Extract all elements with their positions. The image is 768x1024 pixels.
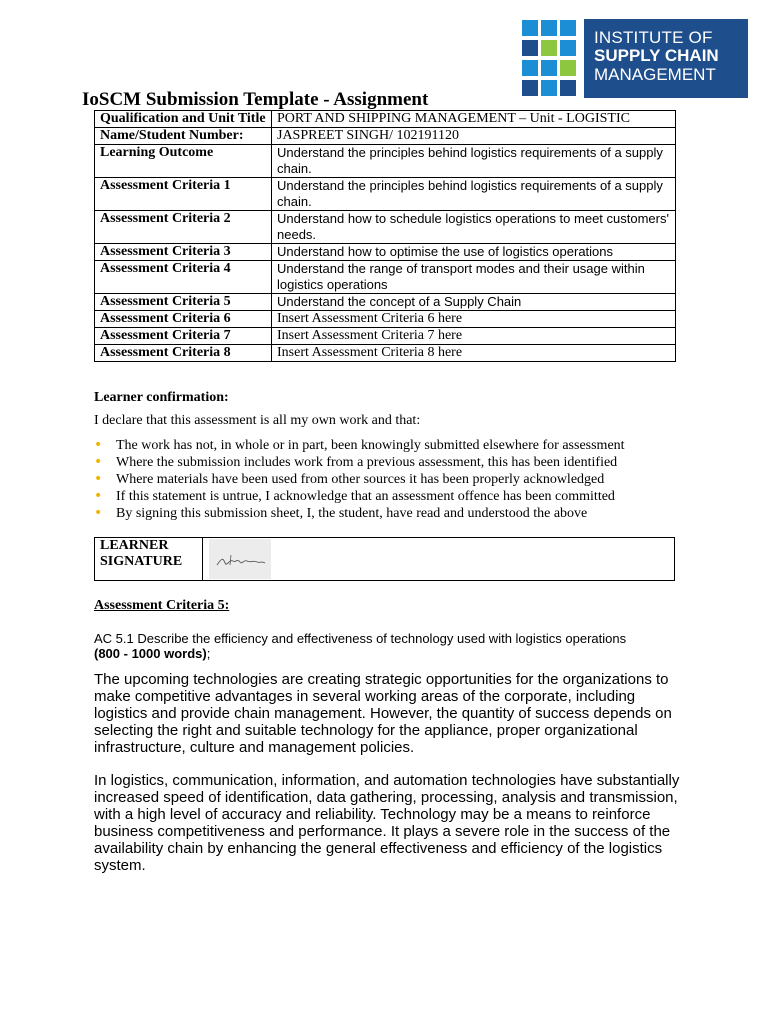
- table-row: [95, 111, 676, 128]
- logo-squares-icon: [521, 19, 577, 98]
- signature-label: LEARNER SIGNATURE: [95, 538, 203, 581]
- ac-text: AC 5.1 Describe the efficiency and effectiveness of technology used with logistics operations: [94, 631, 627, 646]
- logo-line-3: MANAGEMENT: [594, 65, 716, 84]
- row-label: Assessment Criteria 2: [95, 211, 272, 244]
- row-value: Understand the principles behind logistics requirements of a supply chain.: [272, 178, 676, 211]
- body-paragraph-2: In logistics, communication, information, and automation technologies have substantially increased speed of identification, data gathering, processing, analysis and transmission, with a high level of accuracy and reliability. Technology may be a means to reinforce business competitiveness and performance. It plays a severe role in the success of the availability chain by enhancing the general effectiveness and efficiency of the logistics system.: [94, 772, 680, 874]
- list-item: [94, 437, 684, 454]
- row-value: PORT AND SHIPPING MANAGEMENT – Unit - LOGISTIC: [272, 111, 676, 128]
- row-label: Assessment Criteria 4: [95, 261, 272, 294]
- row-label: Assessment Criteria 3: [95, 244, 272, 261]
- row-label: Learning Outcome: [95, 145, 272, 178]
- list-item: [94, 471, 684, 488]
- declaration-list: [94, 437, 684, 522]
- table-row: [95, 345, 676, 362]
- row-value: Understand how to optimise the use of logistics operations: [272, 244, 676, 261]
- row-label: Name/Student Number:: [95, 128, 272, 145]
- table-row: [95, 128, 676, 145]
- row-value: Understand the principles behind logistics requirements of a supply chain.: [272, 145, 676, 178]
- bullet-icon: •: [94, 454, 103, 470]
- list-item-text: Where materials have been used from other sources it has been properly acknowledged: [116, 472, 605, 487]
- row-label: Assessment Criteria 8: [95, 345, 272, 362]
- ac-end: ;: [206, 646, 211, 661]
- list-item: [94, 505, 684, 522]
- declaration-text: I declare that this assessment is all my own work and that:: [94, 413, 421, 428]
- table-row: [95, 311, 676, 328]
- table-row: [95, 178, 676, 211]
- ac-description: [94, 631, 654, 661]
- row-label: Assessment Criteria 1: [95, 178, 272, 211]
- list-item: [94, 488, 684, 505]
- row-value: Insert Assessment Criteria 6 here: [272, 311, 676, 328]
- row-value: Understand the concept of a Supply Chain: [272, 294, 676, 311]
- list-item-text: By signing this submission sheet, I, the student, have read and understood the above: [116, 506, 588, 521]
- signature-table: [94, 537, 675, 581]
- document-title: IoSCM Submission Template - Assignment: [82, 89, 429, 110]
- row-label: Assessment Criteria 7: [95, 328, 272, 345]
- row-value: Understand how to schedule logistics operations to meet customers' needs.: [272, 211, 676, 244]
- row-value: JASPREET SINGH/ 102191120: [272, 128, 676, 145]
- row-label: Assessment Criteria 6: [95, 311, 272, 328]
- bullet-icon: •: [94, 471, 103, 487]
- table-row: [95, 294, 676, 311]
- ac-word-count: (800 - 1000 words): [94, 646, 207, 661]
- submission-info-table: [94, 110, 676, 362]
- list-item: [94, 454, 684, 471]
- signature-cell: [203, 538, 675, 581]
- signature-image: [209, 539, 271, 579]
- bullet-icon: •: [94, 437, 103, 453]
- bullet-icon: •: [94, 488, 103, 504]
- criteria-heading: Assessment Criteria 5:: [94, 598, 230, 613]
- logo-text-box: [584, 19, 748, 98]
- learner-confirmation-heading: Learner confirmation:: [94, 390, 229, 405]
- table-row: [95, 145, 676, 178]
- handwritten-signature-icon: [209, 539, 271, 579]
- row-value: Insert Assessment Criteria 7 here: [272, 328, 676, 345]
- row-label: Qualification and Unit Title: [95, 111, 272, 128]
- body-paragraph-1: The upcoming technologies are creating strategic opportunities for the organizations to make competitive advantages in several working areas of the corporate, including logistics and provide chain management. However, the quantity of success depends on selecting the right and suitable technology for the appliance, proper organizational infrastructure, culture and management policies.: [94, 671, 672, 756]
- table-row: [95, 211, 676, 244]
- bullet-icon: •: [94, 505, 103, 521]
- row-label: Assessment Criteria 5: [95, 294, 272, 311]
- list-item-text: The work has not, in whole or in part, been knowingly submitted elsewhere for assessment: [116, 438, 625, 453]
- list-item-text: Where the submission includes work from a previous assessment, this has been identified: [116, 455, 618, 470]
- row-value: Insert Assessment Criteria 8 here: [272, 345, 676, 362]
- row-value: Understand the range of transport modes and their usage within logistics operations: [272, 261, 676, 294]
- logo-line-1: INSTITUTE OF: [594, 28, 713, 47]
- list-item-text: If this statement is untrue, I acknowledge that an assessment offence has been committed: [116, 489, 615, 504]
- logo-line-2: SUPPLY CHAIN: [594, 46, 719, 65]
- table-row: [95, 328, 676, 345]
- table-row: [95, 261, 676, 294]
- table-row: [95, 244, 676, 261]
- ioscm-logo: [521, 19, 748, 98]
